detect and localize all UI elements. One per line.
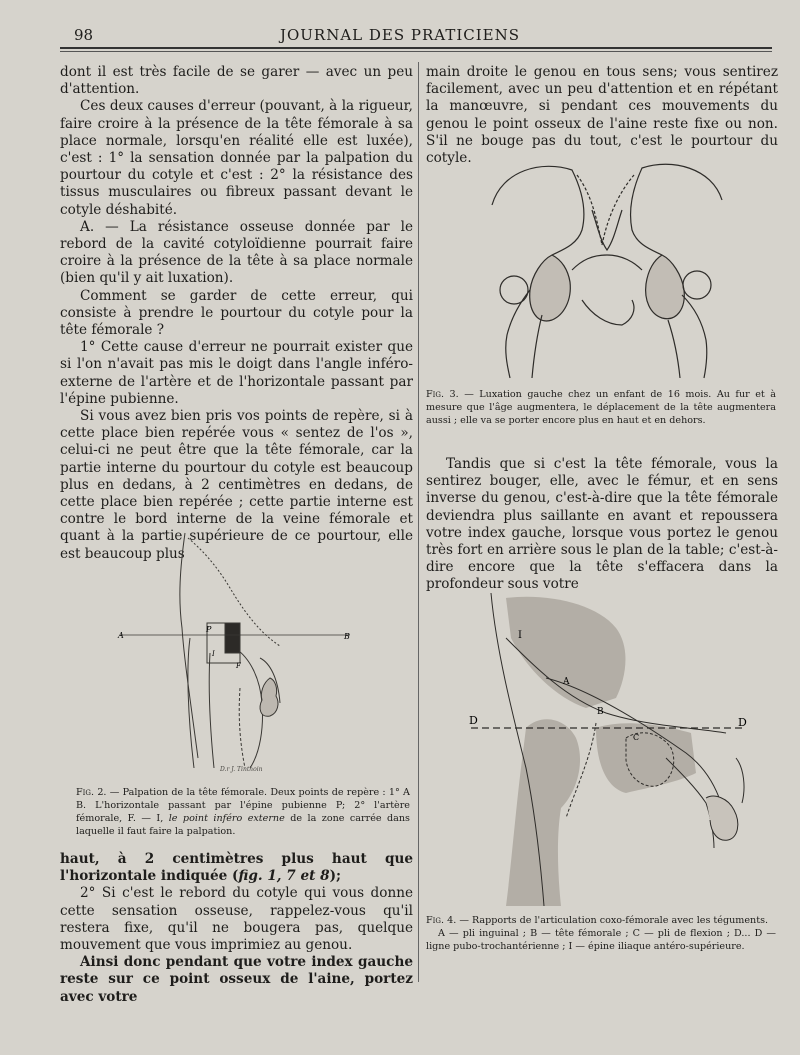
figure-3-caption [426,388,776,427]
figure-2-caption [76,786,410,838]
paragraph: Comment se garder de cette erreur, qui consiste à prendre le pourtour du cotyle pour la tête fémorale ? [60,287,413,339]
left-column-top [60,64,413,563]
caption-label: Fig. 3. [426,389,459,400]
caption-label: Fig. 2. [76,787,107,798]
paragraph: main droite le genou en tous sens; vous sentirez facilement, avec un peu d'attention et en répétant la manœuvre, si pendant ces mouvements du genou le point osseux de l'aine reste fixe ou non. S'il ne bouge pas du tout, c'est le pourtour du cotyle. [426,64,778,167]
paragraph: dont il est très facile de se garer — avec un peu d'attention. [60,64,413,98]
paragraph [60,851,413,885]
label-i: I [518,630,522,641]
paragraph: 2° Si c'est le rebord du cotyle qui vous donne cette sensation osseuse, rappelez-vous qu'il restera fixe, qu'il ne bougera pas, quelque mouvement que vous imprimiez au genou. [60,885,413,954]
page-header [0,22,800,48]
figure-3-illustration [482,150,732,380]
label-a: A [118,631,124,640]
paragraph: 1° Cette cause d'erreur ne pourrait exister que si l'on n'avait pas mis le doigt dans l'angle inféro-externe de l'artère et de l'horizontale passant par l'épine pubienne. [60,339,413,407]
artist-signature: D.r J. Tinthoin [220,766,263,773]
figure-reference: fig. 1, 7 et 8 [238,868,330,885]
paragraph: Tandis que si c'est la tête fémorale, vous la sentirez bouger, elle, avec le fémur, et en sens inverse du genou, c'est-à-dire que la tête fémorale deviendra plus saillante en avant et repoussera votre index gauche, lorsque vous portez le genou très fort en arrière sous le plan de la table; c'est-à-dire encore que la tête s'effacera dans la profondeur sous votre [426,456,778,593]
caption-text: — Luxation gauche chez un enfant de 16 mois. Au fur et à mesure que l'âge augmentera, le déplacement de la tête augmentera aussi ; elle va se porter encore plus en haut et en dehors. [426,389,776,426]
label-p: P [206,625,212,634]
paragraph: Ces deux causes d'erreur (pouvant, à la rigueur, faire croire à la présence de la tête fémorale à sa place normale, lorsqu'en réalité elle est luxée), c'est : 1° la sensation donnée par la palpation du pourtour du cotyle et c'est : 2° la résistance des tissus musculaires ou fibreux passant devant le cotyle déshabité. [60,98,413,218]
label-b: B [597,707,604,717]
paragraph: Si vous avez bien pris vos points de repère, si à cette place bien repérée vous « sentez de l'os », celui-ci ne peut être que la tête fémorale, car la partie interne du pourtour du cotyle est beaucoup plus en dedans, à 2 centimètres en dedans, de cette place bien repérée ; cette partie interne est contre le bord interne de la veine fémorale et quant à la partie supérieure de ce pourtour, elle est beaucoup plus [60,408,413,562]
column-divider [418,62,419,982]
caption-emphasis: le point inféro externe [168,813,285,824]
journal-title: JOURNAL DES PRATICIENS [279,26,521,44]
text-run: haut, à 2 centimètres plus haut que l'horizontale indiquée ( [60,851,413,885]
label-a: A [563,677,570,687]
caption-text: — Palpation de la tête fémorale. Deux points de repère : 1° A B. L'horizontale passant par l'épine pubienne P; 2° l'artère fémorale, F. — I, [76,787,410,824]
text-run: ); [329,868,342,885]
label-b: B [344,632,350,641]
figure-2-illustration [110,528,360,778]
header-rule [60,47,772,49]
figure-4-illustration [466,588,766,908]
label-f: F [236,662,241,670]
paragraph: Ainsi donc pendant que votre index gauche reste sur ce point osseux de l'aine, portez avec votre [60,954,413,1005]
header-rule-thin [60,51,772,52]
label-d-left: D [469,714,478,727]
figure-4-caption [426,914,776,953]
caption-tail: de la zone carrée dans laquelle il faut faire la palpation. [76,813,410,837]
right-column-middle [426,456,778,594]
caption-label: Fig. 4. [426,915,457,926]
label-c: C [633,733,640,742]
left-column-bottom [60,851,413,1006]
label-d-right: D [738,716,747,729]
paragraph: A. — La résistance osseuse donnée par le rebord de la cavité cotyloïdienne pourrait faire croire à la présence de la tête à sa place normale (bien qu'il y ait luxation). [60,218,413,287]
caption-text: — Rapports de l'articulation coxo-fémorale avec les téguments. [459,915,769,926]
page-number: 98 [74,26,94,44]
caption-legend: A — pli inguinal ; B — tête fémorale ; C — pli de flexion ; D... D — ligne pubo-trochantérienne ; I — épine iliaque antéro-supérieure. [426,928,776,952]
label-i: I [212,650,215,658]
